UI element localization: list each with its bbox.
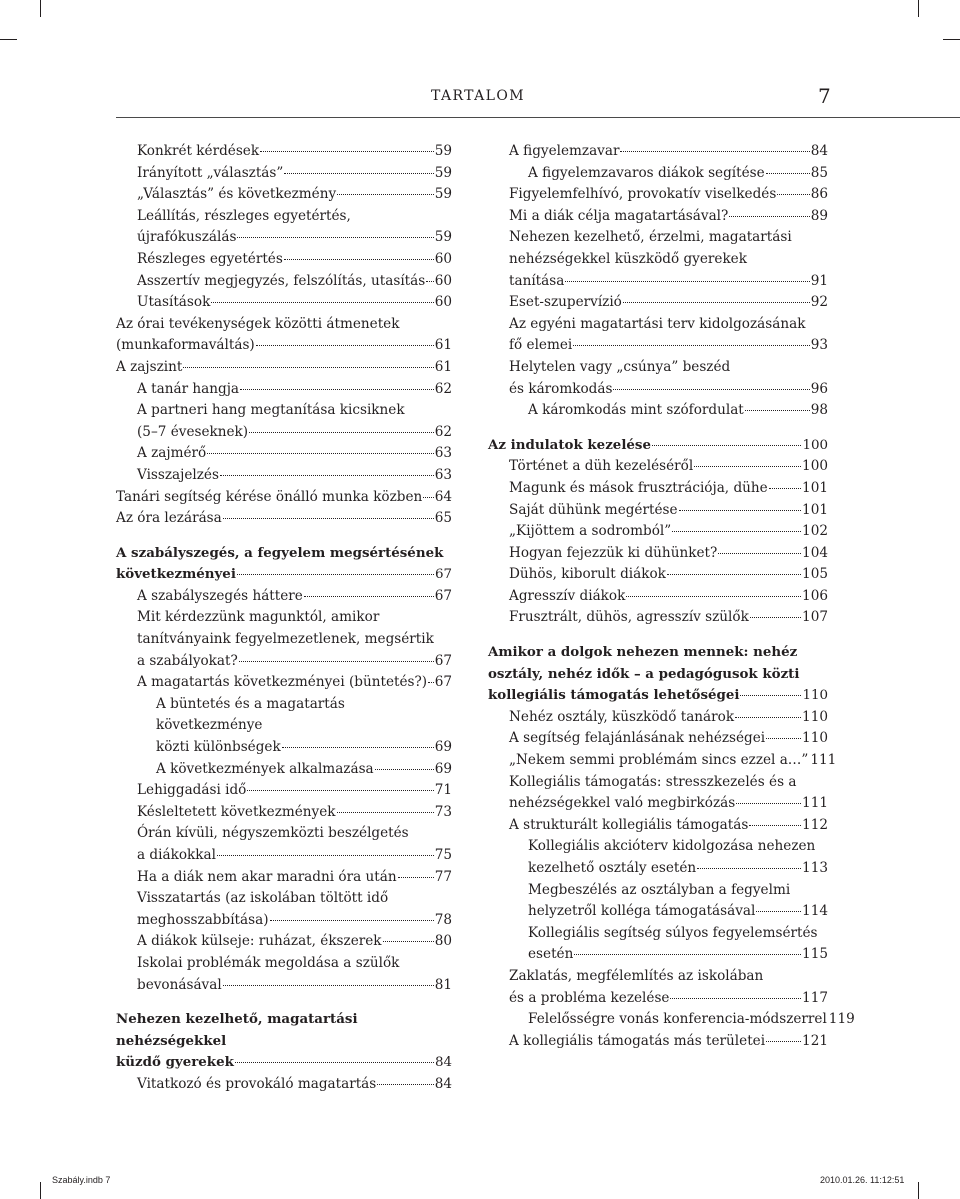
dot-leader — [766, 1041, 801, 1042]
dot-leader — [777, 194, 809, 195]
toc-entry-title: Kollegiális akcióterv kidolgozása nehezen — [528, 838, 816, 855]
dot-leader — [247, 790, 433, 791]
toc-section-entry — [488, 435, 828, 457]
dot-leader — [574, 954, 801, 955]
toc-entry-title: Zaklatás, megfélemlítés az iskolában — [509, 967, 764, 984]
dot-leader — [766, 738, 801, 739]
dot-leader — [183, 367, 433, 368]
toc-entry — [116, 607, 452, 672]
toc-entry-title: meghosszabbítása) — [137, 911, 269, 928]
toc-entry-title: Ha a diák nem akar maradni óra után — [137, 868, 397, 885]
toc-entry-title: Helytelen vagy „csúnya” beszéd — [509, 358, 731, 375]
toc-entry-title: A segítség felajánlásának nehézségei — [509, 730, 766, 747]
toc-entry-title: Figyelemfelhívó, provokatív viselkedés — [509, 186, 777, 203]
toc-page-number: 110 — [802, 730, 828, 747]
toc-entry — [116, 314, 452, 357]
toc-entry — [116, 823, 452, 866]
toc-page-number: 67 — [434, 652, 452, 669]
toc-entry-title: Nehezen kezelhető, érzelmi, magatartási — [509, 229, 792, 246]
toc-entry — [488, 400, 828, 422]
toc-entry — [116, 780, 452, 802]
toc-entry-title: Asszertív megjegyzés, felszólítás, utasítás — [137, 272, 426, 289]
dot-leader — [282, 747, 434, 748]
toc-entry — [488, 227, 828, 292]
toc-entry — [116, 586, 452, 608]
running-head: TARTALOM — [431, 88, 525, 104]
toc-entry-title: Tanári segítség kérése önálló munka közben — [116, 488, 423, 505]
toc-page-number: 69 — [434, 760, 452, 777]
toc-entry — [488, 543, 828, 565]
toc-column-left — [116, 141, 452, 1096]
dot-leader — [745, 410, 810, 411]
dot-leader — [573, 345, 809, 346]
toc-entry-title: Saját dühünk megértése — [509, 501, 678, 518]
toc-entry-title: Késleltetett következmények — [137, 803, 336, 820]
toc-entry — [488, 184, 828, 206]
toc-page-number: 67 — [434, 567, 452, 583]
toc-entry — [488, 163, 828, 185]
toc-entry-title: A káromkodás mint szófordulat — [528, 402, 744, 419]
dot-leader — [740, 695, 801, 696]
toc-page-number: 60 — [434, 250, 452, 267]
toc-entry-title: a szabályokat? — [137, 652, 238, 669]
toc-entry-title: Hogyan fejezzük ki dühünket? — [509, 544, 718, 561]
dot-leader — [613, 389, 809, 390]
toc-entry-title: Nehezen kezelhető, magatartási nehézségekkel — [116, 1011, 358, 1049]
toc-page-number: 110 — [802, 708, 828, 725]
toc-page-number: 113 — [802, 860, 828, 876]
dot-leader — [260, 151, 434, 152]
toc-entry-title: Órán kívüli, négyszemközti beszélgetés — [137, 825, 409, 842]
page-number: 7 — [818, 84, 831, 108]
toc-entry — [116, 292, 452, 314]
toc-page-number: 106 — [802, 587, 828, 604]
dot-leader — [383, 941, 434, 942]
toc-entry-title: Dühös, kiborult diákok — [509, 566, 666, 583]
toc-entry — [488, 521, 828, 543]
dot-leader — [697, 868, 801, 869]
dot-leader — [626, 596, 801, 597]
toc-entry-title: Frusztrált, dühös, agresszív szülők — [509, 609, 749, 626]
toc-page-number: 84 — [434, 1055, 452, 1071]
toc-page-number: 85 — [810, 164, 828, 181]
toc-page-number: 117 — [802, 989, 828, 1006]
toc-entry — [116, 931, 452, 953]
toc-entry — [116, 465, 452, 487]
toc-entry — [116, 357, 452, 379]
dot-leader — [736, 803, 801, 804]
toc-entry — [488, 707, 828, 729]
toc-page-number: 100 — [802, 437, 828, 453]
toc-entry-title: A strukturált kollegiális támogatás — [509, 816, 749, 833]
toc-page-number: 114 — [802, 903, 828, 920]
toc-entry — [488, 880, 828, 923]
dot-leader — [223, 985, 434, 986]
toc-entry — [488, 564, 828, 586]
toc-page-number: 93 — [810, 337, 828, 354]
toc-page-number: 115 — [802, 946, 828, 963]
header-rule — [116, 117, 960, 118]
toc-entry — [116, 249, 452, 271]
toc-entry-title: Az óra lezárása — [116, 510, 222, 527]
toc-entry-title: A magatartás következményei (büntetés?) — [137, 674, 428, 691]
dot-leader — [652, 445, 801, 446]
dot-leader — [284, 259, 434, 260]
toc-entry-title: Konkrét kérdések — [137, 143, 260, 159]
toc-entry — [488, 1031, 828, 1053]
toc-page-number: 84 — [810, 143, 828, 159]
toc-entry-title: (munkaformaváltás) — [116, 337, 255, 354]
dot-leader — [426, 281, 433, 282]
toc-page-number: 60 — [434, 272, 452, 289]
toc-entry-title: „Nekem semmi problémám sincs ezzel a…” — [509, 752, 809, 769]
toc-entry — [116, 271, 452, 293]
crop-mark — [40, 0, 41, 17]
toc-page-number: 65 — [434, 510, 452, 527]
toc-entry — [116, 141, 452, 163]
dot-leader — [756, 911, 801, 912]
toc-entry-title: Magunk és mások frusztrációja, dühe — [509, 479, 768, 496]
dot-leader — [670, 998, 801, 999]
toc-entry — [488, 966, 828, 1009]
toc-entry — [116, 888, 452, 931]
toc-entry-title: A büntetés és a magatartás következménye — [156, 695, 345, 734]
toc-entry-title: tanítványaink fegyelmezetlenek, megsértik — [137, 631, 434, 648]
toc-page-number: 77 — [434, 868, 452, 885]
slug-file: Szabály.indb 7 — [52, 1175, 111, 1185]
dot-leader — [766, 173, 810, 174]
toc-entry-title: küzdő gyerekek — [116, 1054, 234, 1071]
toc-page-number: 112 — [802, 816, 828, 833]
dot-leader — [398, 877, 434, 878]
toc-entry-title: A szabályszegés, a fegyelem megsértésének — [116, 544, 444, 561]
toc-entry — [488, 607, 828, 629]
toc-entry — [488, 314, 828, 357]
toc-entry — [116, 802, 452, 824]
toc-entry — [116, 206, 452, 249]
toc-entry-title: A figyelemzavar — [509, 143, 620, 159]
toc-entry — [116, 163, 452, 185]
toc-page-number: 60 — [434, 294, 452, 311]
toc-page-number: 59 — [434, 186, 452, 203]
toc-entry-title: Lehiggadási idő — [137, 782, 247, 799]
toc-entry — [116, 487, 452, 509]
toc-entry-title: Mi a diák célja magatartásával? — [509, 207, 729, 224]
toc-entry — [116, 443, 452, 465]
toc-page-number: 111 — [802, 795, 828, 812]
toc-entry — [488, 772, 828, 815]
toc-entry — [488, 292, 828, 314]
toc-page-number: 81 — [434, 976, 452, 993]
toc-entry-title: Felelősségre vonás konferencia-módszerrel — [528, 1011, 827, 1028]
dot-leader — [679, 510, 802, 511]
toc-entry-title: Vitatkozó és provokáló magatartás — [137, 1075, 377, 1092]
toc-entry — [488, 836, 828, 879]
toc-entry-title: A szabályszegés háttere — [137, 587, 303, 604]
toc-entry-title: Kollegiális segítség súlyos fegyelemsértés — [528, 924, 818, 941]
toc-entry-title: A zajszint — [116, 358, 183, 375]
dot-leader — [220, 475, 434, 476]
toc-page-number: 67 — [434, 674, 452, 691]
toc-section-entry — [488, 642, 828, 707]
toc-entry-title: nehézségekkel való megbirkózás — [509, 795, 736, 812]
toc-entry-title: nehézségekkel küszködő gyerekek — [509, 250, 747, 267]
toc-entry-title: Leállítás, részleges egyetértés, — [137, 207, 351, 224]
dot-leader — [249, 432, 434, 433]
dot-leader — [239, 661, 434, 662]
toc-entry-title: osztály, nehéz idők – a pedagógusok közti — [488, 665, 800, 682]
dot-leader — [240, 389, 434, 390]
toc-entry — [116, 184, 452, 206]
toc-entry — [116, 694, 452, 759]
dot-leader — [729, 216, 809, 217]
toc-page-number: 69 — [434, 739, 452, 756]
crop-mark — [0, 39, 17, 40]
crop-mark — [40, 1182, 41, 1199]
dot-leader — [749, 825, 801, 826]
toc-page-number: 80 — [434, 933, 452, 950]
crop-mark — [943, 39, 960, 40]
toc-page-number: 101 — [802, 501, 828, 518]
dot-leader — [623, 302, 810, 303]
toc-entry-title: bevonásával — [137, 976, 222, 993]
toc-entry-title: „Választás” és következmény — [137, 186, 337, 203]
toc-entry-title: közti különbségek — [156, 739, 281, 756]
slug-timestamp: 2010.01.26. 11:12:51 — [820, 1175, 905, 1185]
toc-entry-title: és káromkodás — [509, 380, 613, 397]
dot-leader — [207, 453, 433, 454]
toc-entry-title: Nehéz osztály, küszködő tanárok — [509, 708, 735, 725]
dot-leader — [270, 920, 434, 921]
toc-entry-title: Történet a düh kezeléséről — [509, 458, 694, 475]
toc-entry-title: Irányított „választás” — [137, 164, 284, 181]
toc-entry-title: kezelhető osztály esetén — [528, 860, 697, 876]
toc-entry-title: A figyelemzavaros diákok segítése — [528, 164, 765, 181]
toc-entry-title: a diákokkal — [137, 847, 216, 863]
toc-page-number: 73 — [434, 803, 452, 820]
toc-entry-title: A következmények alkalmazása — [156, 760, 374, 777]
toc-entry — [116, 867, 452, 889]
toc-entry-title: A tanár hangja — [137, 380, 240, 397]
dot-leader — [217, 855, 434, 856]
toc-entry-title: Az órai tevékenységek közötti átmenetek — [116, 315, 400, 332]
toc-column-right — [488, 141, 855, 1052]
toc-entry — [488, 478, 828, 500]
toc-page-number: 96 — [810, 380, 828, 397]
dot-leader — [735, 717, 801, 718]
toc-entry-title: A partneri hang megtanítása kicsiknek — [137, 402, 405, 419]
dot-leader — [423, 497, 433, 498]
dot-leader — [256, 345, 434, 346]
toc-page-number: 71 — [434, 782, 452, 799]
toc-section-entry — [116, 543, 452, 586]
toc-page-number: 63 — [434, 445, 452, 462]
dot-leader — [718, 553, 801, 554]
dot-leader — [223, 518, 434, 519]
dot-leader — [337, 194, 434, 195]
toc-entry-title: A kollegiális támogatás más területei — [509, 1032, 766, 1049]
dot-leader — [284, 173, 433, 174]
dot-leader — [337, 812, 434, 813]
toc-page-number: 59 — [434, 229, 452, 246]
toc-entry-title: Mit kérdezzünk magunktól, amikor — [137, 609, 380, 626]
toc-entry-title: A diákok külseje: ruházat, ékszerek — [137, 933, 382, 950]
toc-page-number: 98 — [810, 402, 828, 419]
toc-page-number: 78 — [434, 911, 452, 928]
toc-entry — [488, 923, 828, 966]
toc-entry — [116, 400, 452, 443]
toc-entry — [488, 586, 828, 608]
toc-entry-title: Amikor a dolgok nehezen mennek: nehéz — [488, 644, 798, 661]
toc-page-number: 62 — [434, 380, 452, 397]
toc-entry-title: tanítása — [509, 272, 565, 289]
toc-page-number: 67 — [434, 587, 452, 604]
toc-entry — [488, 728, 828, 750]
toc-entry — [488, 750, 837, 772]
toc-entry-title: helyzetről kolléga támogatásával — [528, 903, 756, 920]
toc-entry — [488, 141, 828, 163]
dot-leader — [211, 302, 433, 303]
toc-page-number: 91 — [810, 272, 828, 289]
toc-page-number: 62 — [434, 423, 452, 440]
toc-entry — [116, 672, 452, 694]
dot-leader — [304, 596, 434, 597]
toc-section-entry — [116, 1009, 452, 1074]
toc-entry-title: kollegiális támogatás lehetőségei — [488, 687, 740, 704]
toc-entry-title: Az indulatok kezelése — [488, 436, 651, 453]
toc-entry-title: Megbeszélés az osztályban a fegyelmi — [528, 881, 791, 898]
toc-entry-title: Agresszív diákok — [509, 587, 626, 604]
toc-page-number: 102 — [802, 523, 828, 540]
toc-page-number: 110 — [802, 688, 828, 704]
dot-leader — [769, 488, 801, 489]
dot-leader — [750, 617, 801, 618]
crop-mark — [918, 1182, 919, 1199]
dot-leader — [377, 1084, 433, 1085]
toc-entry — [116, 379, 452, 401]
toc-entry — [488, 206, 828, 228]
dot-leader — [235, 1062, 434, 1063]
toc-entry — [488, 815, 828, 837]
toc-entry-title: „Kijöttem a sodromból” — [509, 523, 672, 540]
toc-entry — [116, 759, 452, 781]
toc-entry-title: A zajmérő — [137, 445, 207, 462]
toc-entry-title: és a probléma kezelése — [509, 989, 670, 1006]
dot-leader — [237, 574, 434, 575]
toc-entry — [116, 1074, 452, 1096]
toc-entry-title: újrafókuszálás — [137, 229, 237, 246]
toc-page-number: 105 — [802, 566, 828, 583]
dot-leader — [375, 769, 434, 770]
dot-leader — [565, 281, 809, 282]
toc-entry-title: Utasítások — [137, 294, 211, 311]
toc-entry-title: esetén — [528, 946, 574, 963]
toc-page-number: 104 — [802, 544, 828, 561]
toc-page-number: 100 — [802, 458, 828, 475]
toc-entry-title: Eset-szupervízió — [509, 294, 622, 311]
toc-entry-title: következményei — [116, 566, 236, 583]
toc-page-number: 61 — [434, 337, 452, 354]
dot-leader — [237, 237, 433, 238]
toc-page-number: 101 — [802, 479, 828, 496]
toc-page-number: 89 — [810, 207, 828, 224]
toc-entry — [488, 1009, 855, 1031]
dot-leader — [694, 466, 801, 467]
toc-entry — [488, 500, 828, 522]
toc-entry-title: Az egyéni magatartási terv kidolgozásának — [509, 315, 806, 332]
toc-page-number: 84 — [434, 1075, 452, 1092]
toc-entry — [488, 456, 828, 478]
toc-entry — [116, 508, 452, 530]
toc-page-number: 64 — [434, 488, 452, 505]
toc-entry-title: Részleges egyetértés — [137, 250, 283, 267]
toc-page-number: 107 — [802, 609, 828, 626]
dot-leader — [428, 682, 434, 683]
dot-leader — [672, 531, 801, 532]
toc-page-number: 86 — [810, 186, 828, 203]
toc-page-number: 111 — [810, 752, 837, 769]
toc-entry-title: Kollegiális támogatás: stresszkezelés és a — [509, 773, 797, 790]
toc-entry — [488, 357, 828, 400]
toc-page-number: 59 — [434, 143, 452, 159]
toc-page-number: 61 — [434, 358, 452, 375]
toc-entry-title: fő elemei — [509, 337, 573, 354]
toc-page-number: 75 — [434, 847, 452, 863]
toc-entry-title: Visszatartás (az iskolában töltött idő — [137, 890, 389, 907]
toc-entry-title: Visszajelzés — [137, 466, 219, 483]
toc-page-number: 63 — [434, 466, 452, 483]
toc-entry-title: Iskolai problémák megoldása a szülők — [137, 954, 400, 971]
toc-page-number: 121 — [802, 1032, 828, 1049]
toc-entry — [116, 953, 452, 996]
dot-leader — [667, 574, 801, 575]
toc-page-number: 59 — [434, 164, 452, 181]
toc-entry-title: (5–7 éveseknek) — [137, 423, 249, 440]
crop-mark — [918, 0, 919, 17]
dot-leader — [620, 151, 809, 152]
toc-page-number: 119 — [828, 1011, 855, 1028]
toc-page-number: 92 — [810, 294, 828, 311]
